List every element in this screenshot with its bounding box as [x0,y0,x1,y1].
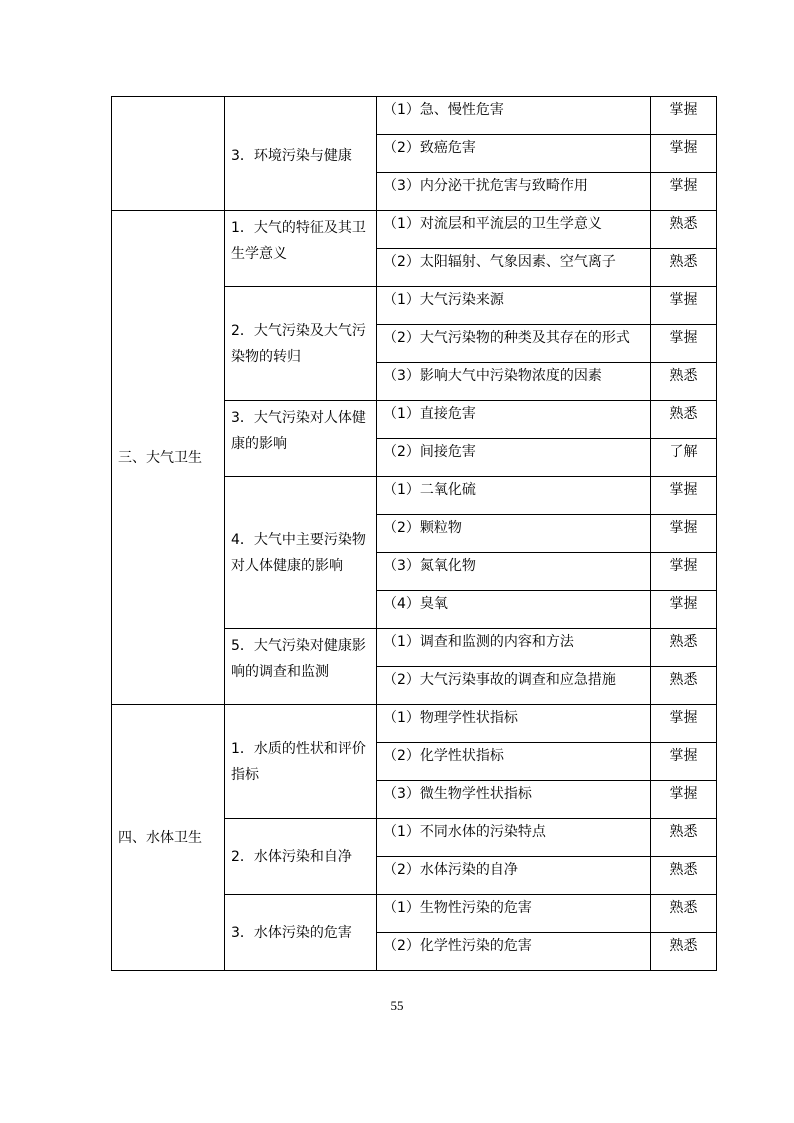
level-cell: 掌握 [651,287,717,325]
item-cell: （2）太阳辐射、气象因素、空气离子 [377,249,651,287]
level-cell: 掌握 [651,135,717,173]
level-cell: 掌握 [651,515,717,553]
item-cell: （1）大气污染来源 [377,287,651,325]
section-cell: 三、大气卫生 [112,211,225,705]
subsection-cell: 4．大气中主要污染物对人体健康的影响 [225,477,377,629]
level-cell: 熟悉 [651,629,717,667]
syllabus-table [111,96,717,971]
subsection-cell: 1．水质的性状和评价指标 [225,705,377,819]
item-cell: （4）臭氧 [377,591,651,629]
item-cell: （2）化学性状指标 [377,743,651,781]
item-cell: （1）物理学性状指标 [377,705,651,743]
level-cell: 熟悉 [651,401,717,439]
item-cell: （3）氮氧化物 [377,553,651,591]
subsection-cell: 2．水体污染和自净 [225,819,377,895]
level-cell: 熟悉 [651,667,717,705]
item-cell: （3）内分泌干扰危害与致畸作用 [377,173,651,211]
page-number: 55 [390,998,404,1013]
item-cell: （2）大气污染事故的调查和应急措施 [377,667,651,705]
item-cell: （2）致癌危害 [377,135,651,173]
item-cell: （1）二氧化硫 [377,477,651,515]
level-cell: 掌握 [651,743,717,781]
item-cell: （2）化学性污染的危害 [377,933,651,971]
item-cell: （1）调查和监测的内容和方法 [377,629,651,667]
subsection-cell: 2．大气污染及大气污染物的转归 [225,287,377,401]
item-cell: （1）对流层和平流层的卫生学意义 [377,211,651,249]
table-row [112,211,717,249]
level-cell: 掌握 [651,477,717,515]
level-cell: 掌握 [651,173,717,211]
level-cell: 掌握 [651,97,717,135]
level-cell: 掌握 [651,781,717,819]
section-cell: 四、水体卫生 [112,705,225,971]
level-cell: 熟悉 [651,933,717,971]
item-cell: （1）生物性污染的危害 [377,895,651,933]
item-cell: （1）急、慢性危害 [377,97,651,135]
item-cell: （1）直接危害 [377,401,651,439]
subsection-cell: 3．水体污染的危害 [225,895,377,971]
item-cell: （2）颗粒物 [377,515,651,553]
item-cell: （2）大气污染物的种类及其存在的形式 [377,325,651,363]
level-cell: 熟悉 [651,895,717,933]
level-cell: 熟悉 [651,819,717,857]
subsection-cell: 5．大气污染对健康影响的调查和监测 [225,629,377,705]
level-cell: 熟悉 [651,363,717,401]
item-cell: （3）微生物学性状指标 [377,781,651,819]
table-row [112,97,717,135]
subsection-cell: 1．大气的特征及其卫生学意义 [225,211,377,287]
subsection-cell: 3．环境污染与健康 [225,97,377,211]
level-cell: 了解 [651,439,717,477]
item-cell: （1）不同水体的污染特点 [377,819,651,857]
level-cell: 掌握 [651,553,717,591]
level-cell: 熟悉 [651,249,717,287]
level-cell: 掌握 [651,705,717,743]
level-cell: 熟悉 [651,857,717,895]
item-cell: （2）水体污染的自净 [377,857,651,895]
level-cell: 掌握 [651,591,717,629]
level-cell: 掌握 [651,325,717,363]
subsection-cell: 3．大气污染对人体健康的影响 [225,401,377,477]
item-cell: （3）影响大气中污染物浓度的因素 [377,363,651,401]
section-cell-empty [112,97,225,211]
item-cell: （2）间接危害 [377,439,651,477]
level-cell: 熟悉 [651,211,717,249]
table-row [112,705,717,743]
